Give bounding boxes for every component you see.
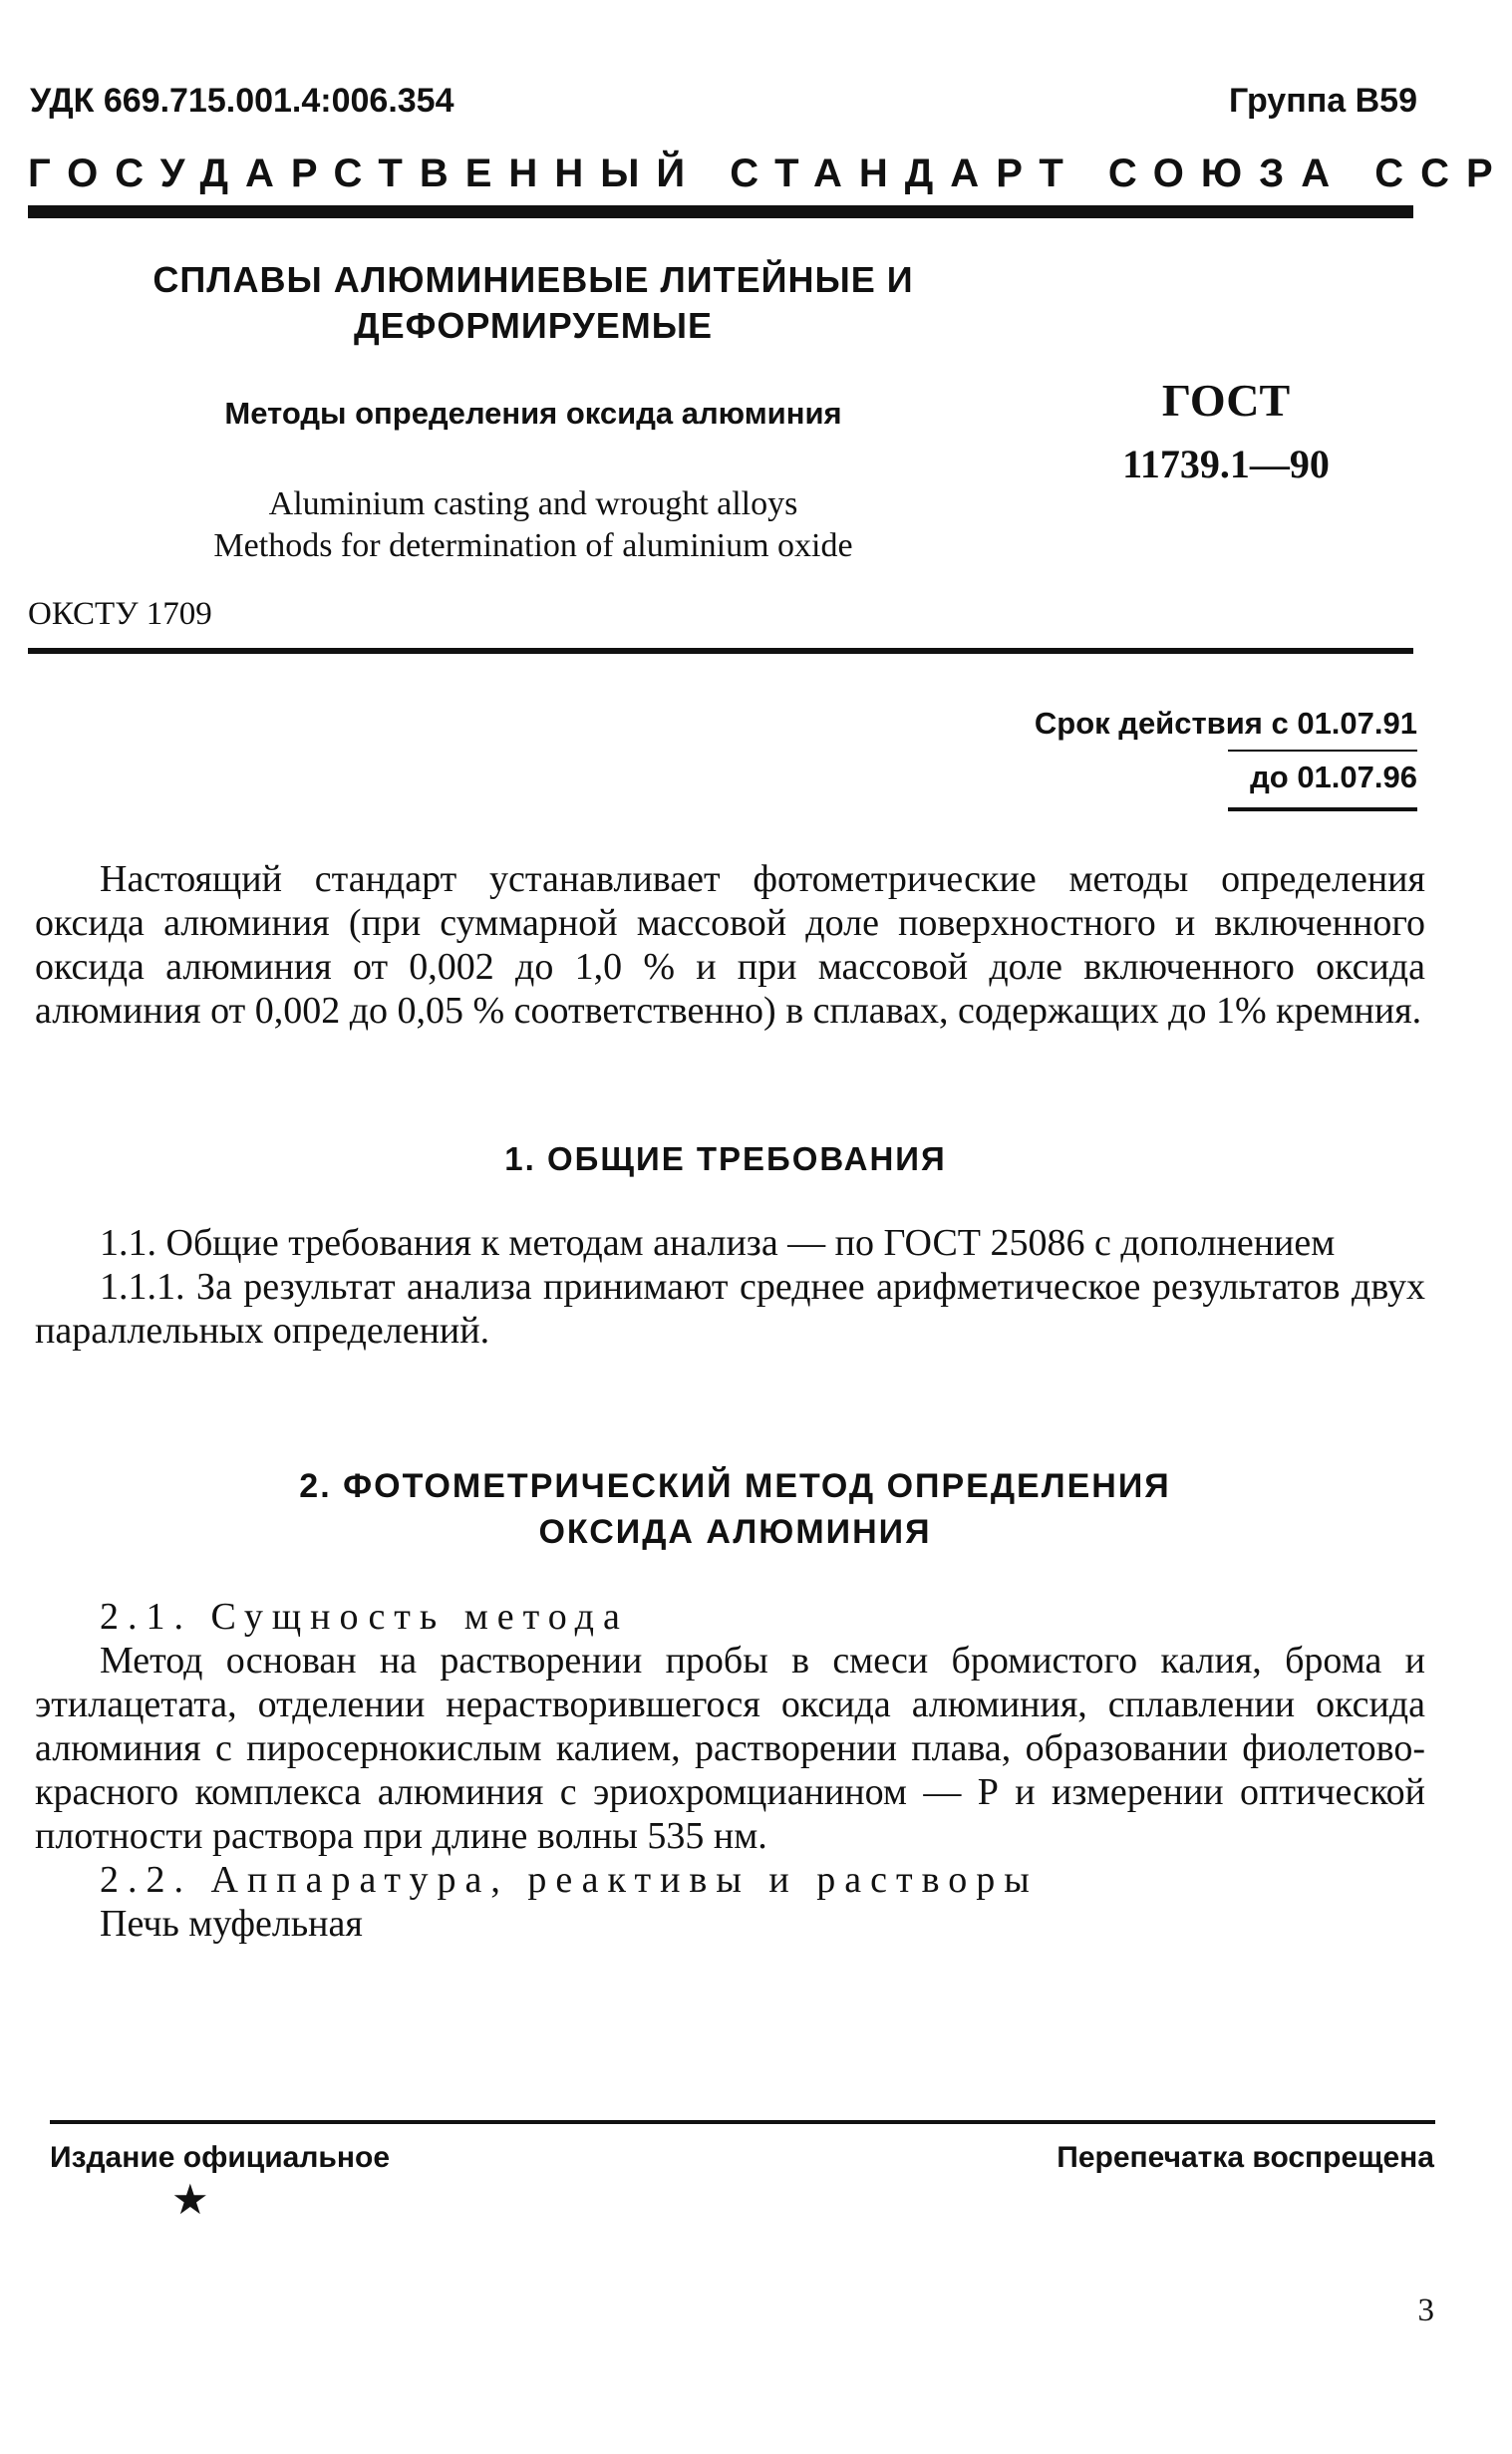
intro-paragraph: Настоящий стандарт устанавливает фотометрические методы определения оксида алюминия (при суммарной массовой доле поверхностного и включенного оксида алюминия от 0,002 до 1,0 % и при массовой доле включенного оксида алюминия от 0,002 до 0,05 % соответственно) в сплавах, содержащих до 1% кремния.	[35, 858, 1425, 1032]
title-line-1: СПЛАВЫ АЛЮМИНИЕВЫЕ ЛИТЕЙНЫЕ И	[152, 259, 914, 300]
clause-2-1-title: 2.1. Сущность метода	[100, 1596, 629, 1638]
page-number: 3	[1417, 2293, 1434, 2328]
group-code: Группа В59	[1228, 82, 1417, 120]
header-divider	[28, 205, 1413, 218]
clause-1-1-1: 1.1.1. За результат анализа принимают среднее арифметическое результатов двух параллельных определений.	[35, 1266, 1425, 1352]
state-standard-heading: ГОСУДАРСТВЕННЫЙ СТАНДАРТ СОЮЗА ССР	[28, 152, 1510, 195]
clause-2-1-text: Метод основан на растворении пробы в смеси бромистого калия, брома и этилацетата, отделении нерастворившегося оксида алюминия, сплавлении оксида алюминия с пиросернокислым калием, растворении плава, образовании фиолетово-красного комплекса алюминия с эриохромцианином — Р и измерении оптической плотности раствора при длине волны 535 нм.	[35, 1640, 1425, 1857]
section-2-heading-line-1: 2. ФОТОМЕТРИЧЕСКИЙ МЕТОД ОПРЕДЕЛЕНИЯ	[299, 1467, 1171, 1505]
title-line-2: ДЕФОРМИРУЕМЫЕ	[354, 305, 713, 346]
validity-to: до 01.07.96	[1228, 750, 1417, 811]
document-title	[100, 257, 967, 349]
gost-number: 11739.1—90	[1122, 442, 1330, 486]
section-1-body	[35, 1221, 1425, 1353]
title-divider	[28, 648, 1413, 654]
section-2-heading-line-2: ОКСИДА АЛЮМИНИЯ	[538, 1513, 932, 1551]
star-icon: ★	[171, 2178, 209, 2224]
udk-code: УДК 669.715.001.4:006.354	[30, 82, 454, 120]
okstu-code: ОКСТУ 1709	[28, 596, 212, 632]
english-title-line-1: Aluminium casting and wrought alloys	[268, 485, 798, 522]
official-edition-label: Издание официальное	[50, 2141, 391, 2174]
english-title	[100, 483, 967, 567]
section-2-body	[35, 1595, 1425, 1946]
footer-divider	[50, 2120, 1435, 2124]
validity-period	[1035, 698, 1417, 811]
english-title-line-2: Methods for determination of aluminium oxide	[213, 527, 853, 564]
section-2-heading	[100, 1463, 1370, 1555]
clause-2-2-item-1: Печь муфельная	[100, 1903, 363, 1945]
document-subtitle: Методы определения оксида алюминия	[224, 396, 842, 431]
reprint-prohibited-label: Перепечатка воспрещена	[1057, 2141, 1434, 2174]
clause-1-1: 1.1. Общие требования к методам анализа — по ГОСТ 25086 с дополнением	[100, 1222, 1336, 1264]
validity-from: Срок действия с 01.07.91	[1034, 706, 1417, 741]
gost-label: ГОСТ	[1161, 375, 1291, 426]
section-1-heading: 1. ОБЩИЕ ТРЕБОВАНИЯ	[504, 1140, 947, 1177]
clause-2-2-title: 2.2. Аппаратура, реактивы и растворы	[100, 1859, 1039, 1901]
